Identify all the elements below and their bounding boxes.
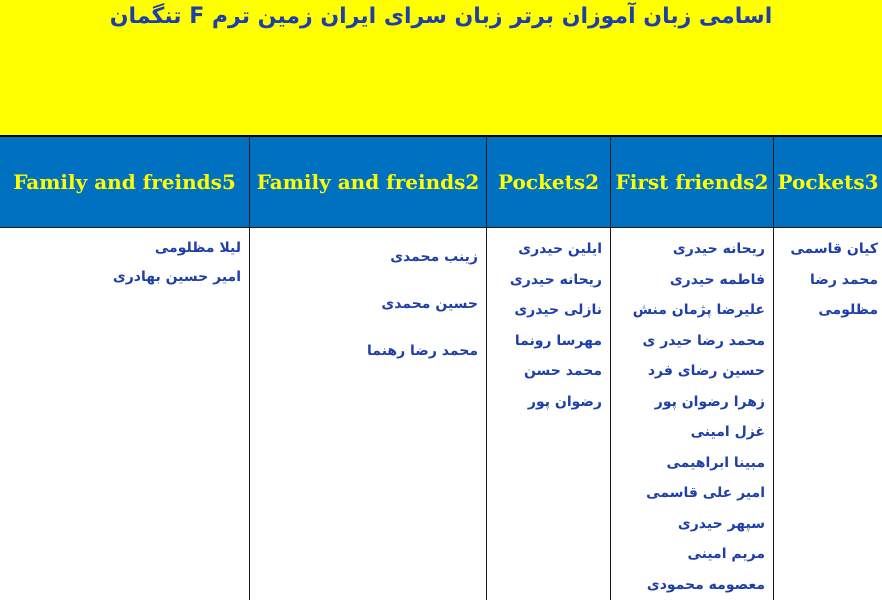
- student-name: فاطمه حیدری: [669, 271, 765, 288]
- student-name: رضوان پور: [527, 393, 602, 410]
- student-name: محمد رضا حیدر ی: [642, 332, 765, 349]
- student-name: حسین رضای فرد: [647, 363, 765, 379]
- column-cell-family-and-freinds5: [0, 228, 250, 600]
- student-name: محمد رضا رهنما: [367, 343, 478, 359]
- student-name: نازلی حیدری: [514, 302, 602, 318]
- student-list: [611, 228, 773, 600]
- column-header-first-friends2: First friends2: [611, 137, 774, 227]
- student-list: [0, 228, 249, 292]
- column-header-family-and-freinds5: Family and freinds5: [0, 137, 250, 227]
- title-banner: [0, 0, 882, 137]
- column-header-pockets2: Pockets2: [487, 137, 611, 227]
- student-name: مظلومی: [818, 302, 878, 318]
- student-name: مریم امینی: [687, 546, 765, 562]
- student-name: امیر علی قاسمی: [646, 485, 765, 501]
- student-list: [250, 228, 486, 375]
- column-header-family-and-freinds2: Family and freinds2: [250, 137, 487, 227]
- student-name: کیان قاسمی: [790, 241, 878, 257]
- student-name: امیر حسین بهادری: [112, 269, 241, 285]
- column-header-pockets3: Pockets3: [777, 170, 879, 194]
- student-name: معصومه محمودی: [646, 576, 765, 593]
- column-cell-pockets2: [487, 228, 611, 600]
- student-list: [487, 228, 610, 417]
- student-list: [774, 228, 882, 326]
- student-name: ایلین حیدری: [518, 241, 602, 257]
- student-name: ریحانه حیدری: [509, 271, 602, 288]
- page-title: اسامی زبان آموزان برتر زبان سرای ایران زمین ترم F تنگمان: [109, 4, 773, 29]
- column-cell-first-friends2: [611, 228, 774, 600]
- student-name: محمد حسن: [523, 363, 602, 379]
- student-name: حسین محمدی: [381, 296, 478, 312]
- student-name: مبینا ابراهیمی: [666, 454, 765, 471]
- student-name: ریحانه حیدری: [672, 241, 765, 257]
- table-header-row: [0, 137, 882, 227]
- table-body-row: [0, 227, 882, 600]
- student-name: سپهر حیدری: [677, 515, 765, 532]
- student-name: زینب محمدی: [390, 249, 478, 265]
- student-name: علیرضا پژمان منش: [632, 302, 765, 318]
- student-name: مهرسا رونما: [514, 332, 602, 349]
- student-name: محمد رضا: [810, 271, 878, 288]
- column-cell-family-and-freinds2: [250, 228, 487, 600]
- column-cell-pockets3: [774, 228, 882, 600]
- student-name: زهرا رضوان پور: [654, 393, 765, 410]
- student-name: لیلا مظلومی: [154, 240, 241, 256]
- student-name: غزل امینی: [690, 424, 765, 440]
